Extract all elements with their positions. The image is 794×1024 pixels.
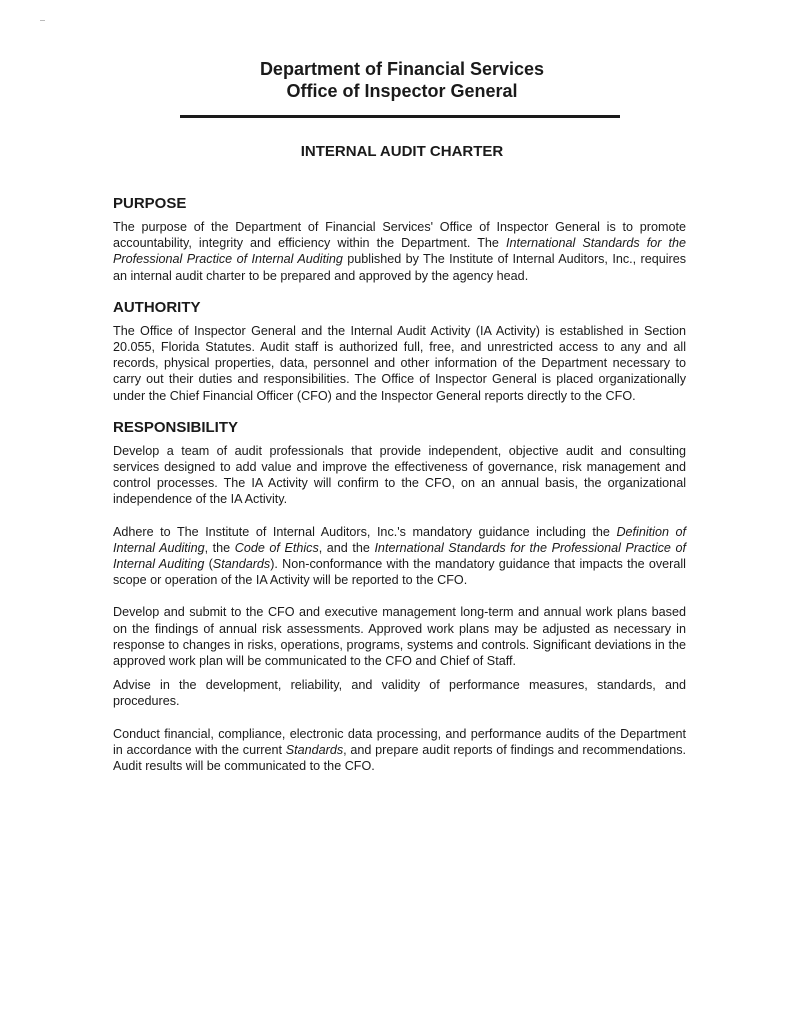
- responsibility-paragraph-3: Develop and submit to the CFO and executive management long-term and annual work plans based on the findings of annual risk assessments. Approved work plans may be adjusted as necessary in response to changes in risks, operations, programs, systems and controls. Significant deviations in the approved work plan will be communicated to the CFO and Chief of Staff.: [113, 605, 686, 669]
- text-run: Conduct financial, compliance, electronic data processing, and performance audits of the Department in accordance with the current: [113, 726, 686, 757]
- text-run: published by The Institute of Internal Auditors, Inc., requires an internal audit charter to be prepared and approved by the agency head.: [113, 252, 687, 283]
- responsibility-paragraph-4: Advise in the development, reliability, and validity of performance measures, standards, and procedures.: [113, 678, 686, 709]
- responsibility-heading: RESPONSIBILITY: [113, 418, 239, 436]
- responsibility-paragraph-5: [113, 726, 686, 775]
- office-name: Office of Inspector General: [286, 81, 518, 101]
- responsibility-paragraph-2: [113, 524, 686, 589]
- purpose-paragraph: [113, 219, 686, 284]
- text-run: The purpose of the Department of Financial Services' Office of Inspector General is to promote accountability, integrity and efficiency within the Department. The: [113, 220, 686, 251]
- text-run-italic: Standards: [212, 557, 271, 572]
- department-name: Department of Financial Services: [259, 59, 545, 79]
- authority-paragraph: The Office of Inspector General and the Internal Audit Activity (IA Activity) is established in Section 20.055, Florida Statutes. Audit staff is authorized full, free, and unrestricted access to any and all records, physical properties, data, personnel and other information of the Department necessary to carry out their duties and responsibilities. The Office of Inspector General is placed organizationally under the Chief Financial Officer (CFO) and the Inspector General reports directly to the CFO.: [113, 323, 686, 403]
- text-run: ). Non-conformance with the mandatory guidance that impacts the overall scope or operation of the IA Activity will be reported to the CFO.: [113, 557, 686, 588]
- document-body: [113, 195, 686, 774]
- responsibility-paragraph-1: Develop a team of audit professionals that provide independent, objective audit and consulting services designed to add value and improve the effectiveness of governance, risk management and control processes. The IA Activity will confirm to the CFO, on an annual basis, the organizational independence of the IA Activity.: [113, 443, 686, 507]
- text-run: , the: [204, 540, 235, 555]
- authority-heading: AUTHORITY: [113, 298, 201, 316]
- letterhead: [0, 58, 794, 102]
- text-run: , and prepare audit reports of findings and recommendations. Audit results will be communicated to the CFO.: [113, 742, 686, 774]
- text-run-italic: Definition of Internal Auditing: [113, 524, 686, 555]
- text-run-italic: International Standards for the Professional Practice of Internal Auditing: [113, 540, 686, 572]
- text-run-italic: International Standards for the Professional Practice of Internal Auditing: [113, 236, 686, 267]
- text-run: (: [204, 557, 213, 572]
- scan-artifact: [40, 20, 45, 21]
- document-title: INTERNAL AUDIT CHARTER: [300, 143, 504, 160]
- text-run-italic: Standards: [285, 742, 344, 757]
- text-run-italic: Code of Ethics: [234, 540, 319, 555]
- purpose-heading: PURPOSE: [113, 195, 187, 212]
- text-run: Adhere to The Institute of Internal Auditors, Inc.'s mandatory guidance including the: [113, 524, 617, 539]
- text-run: , and the: [318, 540, 375, 555]
- header-rule: [180, 115, 620, 118]
